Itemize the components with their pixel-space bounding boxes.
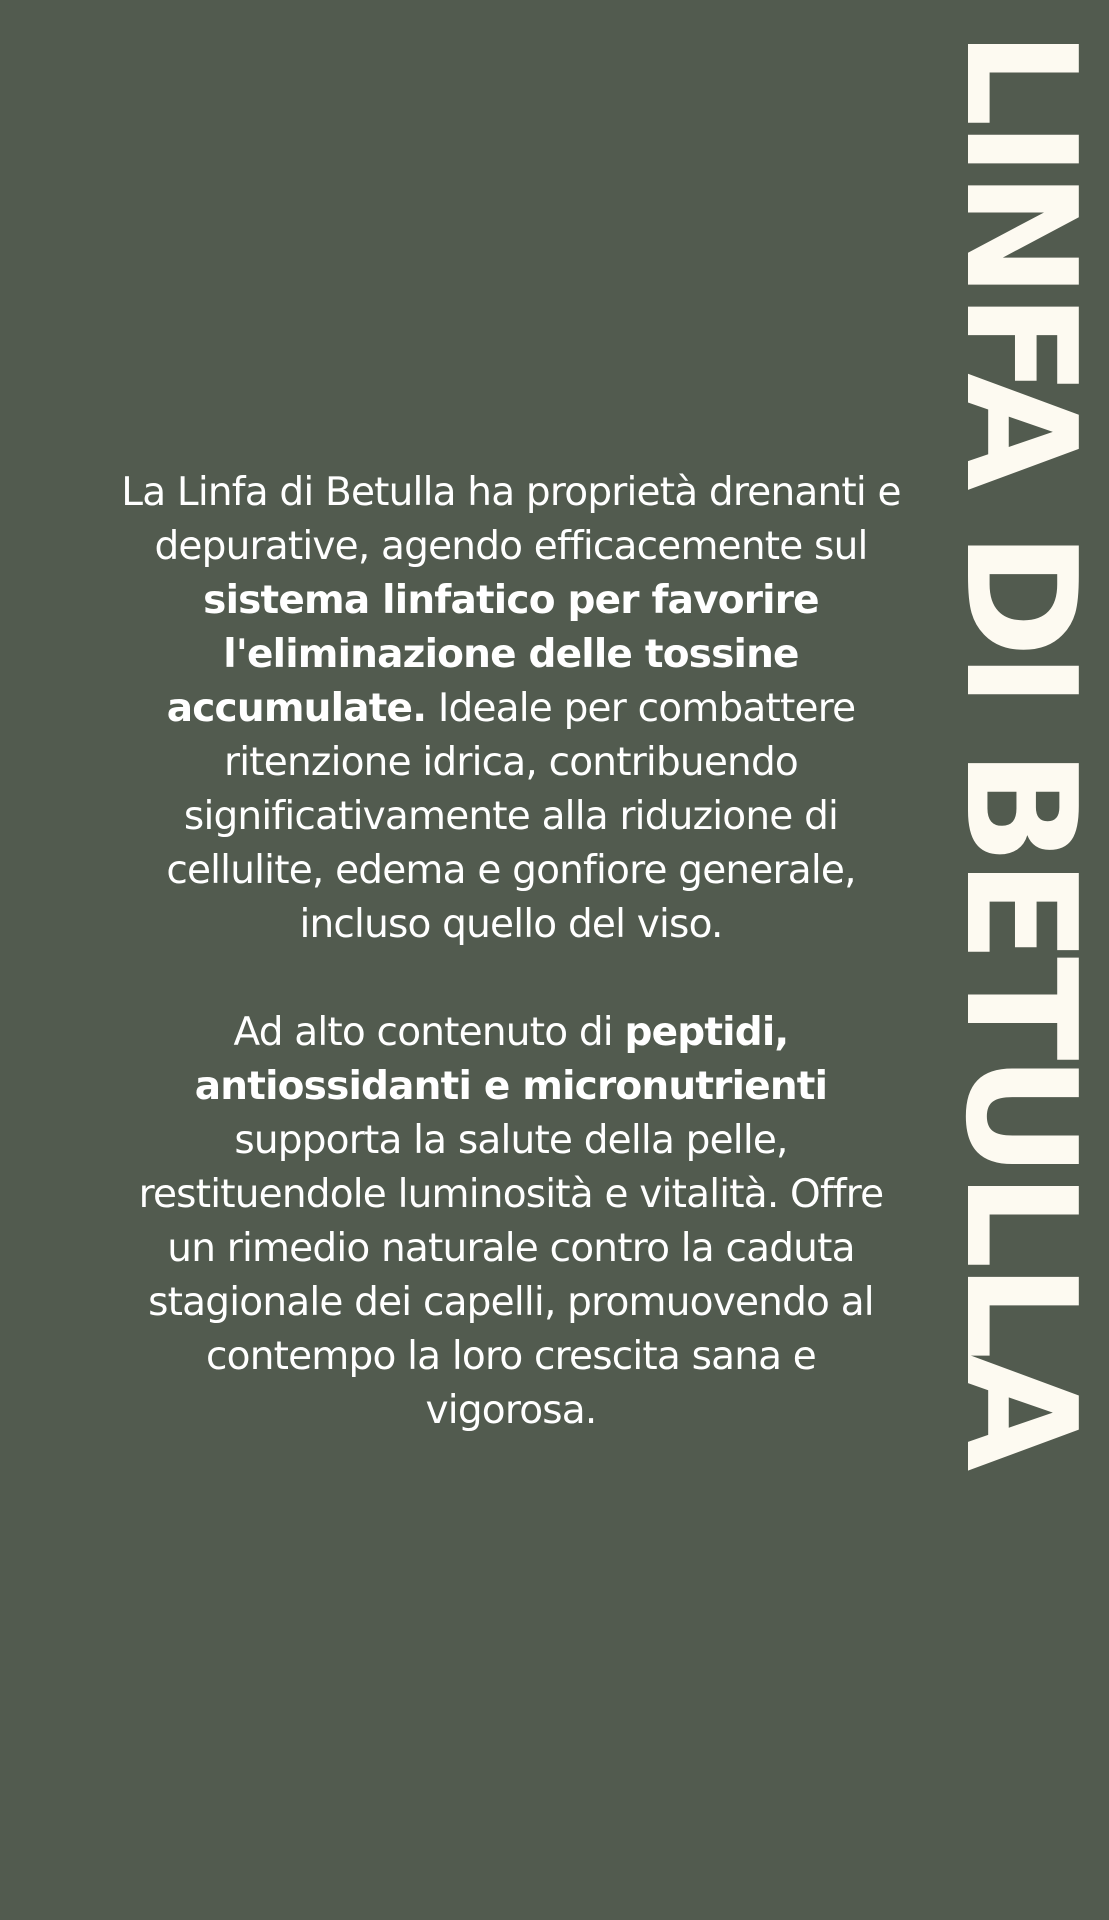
paragraph-drainage (120, 466, 902, 952)
paragraph-nutrients-bold-text: peptidi, antiossidanti e micronutrienti (194, 1010, 828, 1109)
paragraph-nutrients (120, 1006, 902, 1438)
vertical-title-text: LINFA DI BETULLA (932, 30, 1109, 1466)
paragraph-nutrients-text-1: Ad alto contenuto di (233, 1010, 625, 1055)
content-text (120, 466, 902, 1438)
paragraph-drainage-text-1: La Linfa di Betulla ha proprietà drenanti e depurative, agendo efficacemente sul (121, 470, 901, 569)
paragraph-drainage-bold-text: sistema linfatico per favorire l'eliminazione delle tossine accumulate. (166, 578, 819, 731)
paragraph-drainage-text-2: Ideale per combattere ritenzione idrica, contribuendo significativamente alla riduzione di cellulite, edema e gonfiore generale, incluso quello del viso. (166, 686, 856, 947)
vertical-title (932, 30, 1109, 1466)
paragraph-nutrients-text-2: supporta la salute della pelle, restituendole luminosità e vitalità. Offre un rimedio naturale contro la caduta stagionale dei capelli, promuovendo al contempo la loro crescita sana e vigorosa. (138, 1118, 884, 1433)
paragraph-gap (120, 952, 902, 1006)
